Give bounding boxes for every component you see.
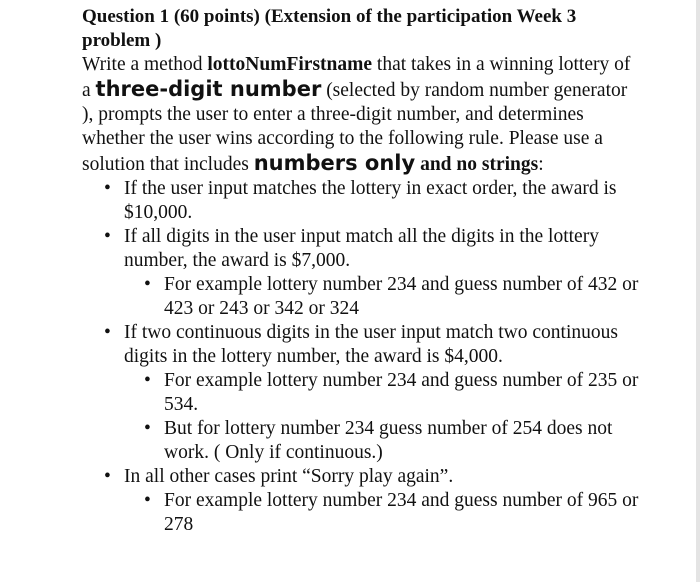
rule-item [82,225,642,273]
example-text: For example lottery number 234 and guess number of 965 or 278 [164,490,639,535]
three-digit-emphasis: three-digit number [95,77,322,101]
bullet-icon: • [104,466,111,487]
intro-text-1: Write a method [82,54,208,75]
question-title: Question 1 (60 points) (Extension of the participation Week 3 problem ) [82,6,577,51]
rules-list [82,177,642,537]
intro-text-2: that takes in a winning lottery of a [82,54,631,101]
example-text: But for lottery number 234 guess number of 254 does not work. ( Only if continuous.) [164,418,613,463]
bullet-icon: • [104,322,111,343]
bullet-icon: • [144,370,151,391]
question-intro [82,53,642,177]
and-no-emphasis: and no [415,154,477,175]
document-page [82,5,642,537]
rule-item [82,321,642,369]
rule-text: If two continuous digits in the user input match two continuous digits in the lottery number, the award is $4,000. [124,322,618,367]
rule-text: In all other cases print “Sorry play again”. [124,466,454,487]
rule-item [82,465,642,489]
intro-text-3: (selected by random number generator ), prompts the user to enter a three-digit number, and determines whether the user wins according to the following rule. Please use a solution that includes [82,80,628,175]
bullet-icon: • [144,490,151,511]
example-item [82,273,642,321]
example-text: For example lottery number 234 and guess number of 432 or 423 or 243 or 342 or 324 [164,274,639,319]
rule-text: If all digits in the user input match all the digits in the lottery number, the award is $7,000. [124,226,599,271]
numbers-only-emphasis: numbers only [253,151,416,175]
example-item [82,369,642,417]
bullet-icon: • [104,226,111,247]
rule-text: If the user input matches the lottery in exact order, the award is $10,000. [124,178,617,223]
bullet-icon: • [144,418,151,439]
rule-item [82,177,642,225]
page-edge-divider [696,0,700,582]
example-text: For example lottery number 234 and guess number of 235 or 534. [164,370,639,415]
example-item [82,489,642,537]
bullet-icon: • [144,274,151,295]
bullet-icon: • [104,178,111,199]
intro-colon: : [538,154,544,175]
strings-emphasis: strings [481,154,539,175]
example-item [82,417,642,465]
method-name: lottoNumFirstname [207,54,373,75]
